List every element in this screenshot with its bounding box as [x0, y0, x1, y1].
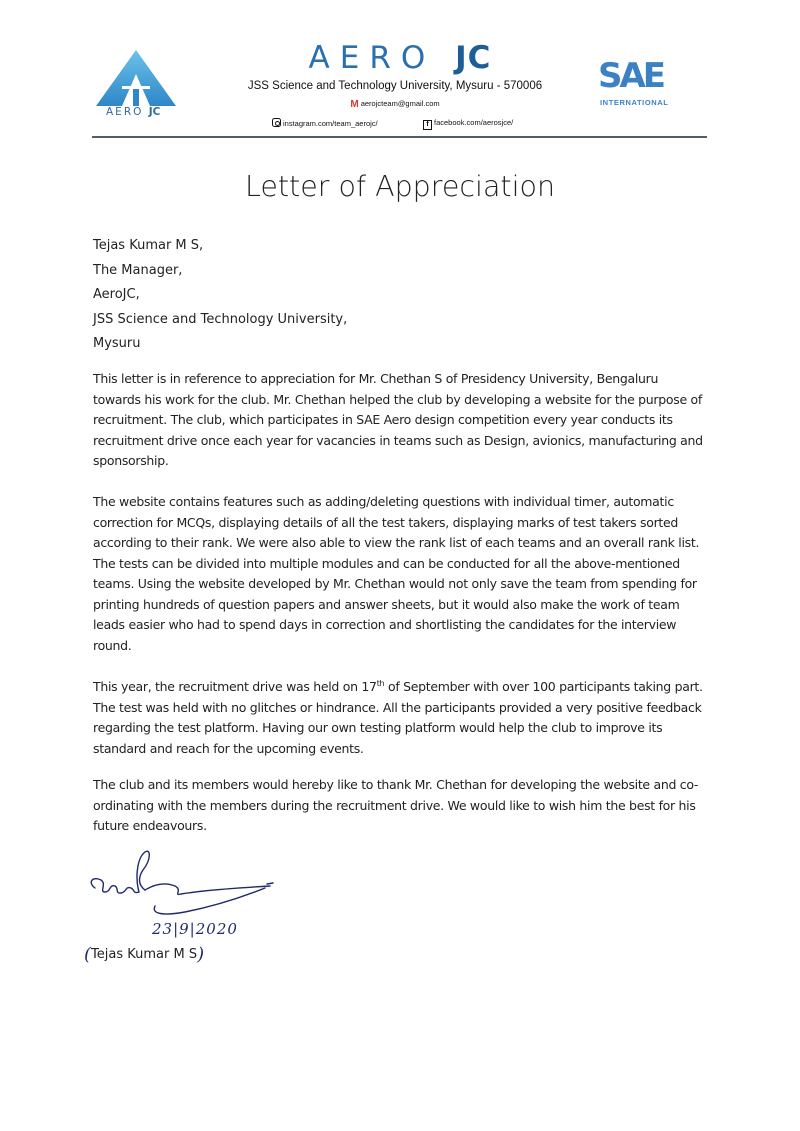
page-title: Letter of Appreciation	[244, 170, 556, 203]
recipient-address	[93, 234, 493, 357]
paragraph-website-features: The website contains features such as adding/deleting questions with individual timer, automatic correction for MCQs, displaying details of all the test takers, displaying marks of test takers sorted according to their rank. We were also able to view the rank list of each teams and an overall rank list. The tests can be divided into multiple modules and can be conducted for all the above-mentioned teams. Using the website developed by Mr. Chethan would not only save the team from spending for printing hundreds of question papers and answer sheets, but it would also make the work of team leads easier who had to spend days in correction and shortlisting the candidates for the interview round.	[93, 494, 700, 653]
aerojc-logo	[92, 48, 180, 126]
address-line: AeroJC,	[93, 287, 140, 302]
address-line: JSS Science and Technology University,	[93, 311, 348, 327]
aerojc-triangle-icon	[92, 48, 180, 110]
paragraph-thanks: The club and its members would hereby like to thank Mr. Chethan for developing the website and co-ordinating with the members during the recruitment drive. We would like to wish him the best for his future endeavours.	[93, 777, 699, 833]
header-divider	[92, 136, 707, 138]
facebook-link[interactable]: f facebook.com/aerosjce/	[423, 118, 513, 130]
social-links	[270, 118, 550, 132]
email-text[interactable]: aerojcteam@gmail.com	[360, 99, 440, 108]
sae-international-logo	[596, 56, 686, 110]
paragraph-introduction: This letter is in reference to appreciation for Mr. Chethan S of Presidency University, Bengaluru towards his work for the club. Mr. Chethan helped the club by developing a website for the purpose of recruitment. The club, which participates in SAE Aero design competition every year conducts its recruitment drive once each year for vacancies in teams such as Design, avionics, manufacturing and sponsorship.	[93, 371, 703, 468]
aerojc-logo-text: AERO JC	[106, 106, 161, 118]
sae-logo-text: SAE	[598, 56, 664, 96]
address-line: Mysuru	[93, 336, 141, 351]
signature-date: 23|9|2020	[152, 920, 238, 938]
instagram-icon	[272, 118, 281, 127]
signatory-name: (Tejas Kumar M S)	[84, 944, 205, 965]
mail-icon: M	[350, 99, 359, 110]
email-line	[320, 99, 470, 110]
university-line: JSS Science and Technology University, Mysuru - 570006	[247, 80, 543, 92]
sae-logo-sub: INTERNATIONAL	[600, 98, 669, 107]
address-line: The Manager,	[93, 262, 183, 278]
facebook-icon: f	[423, 120, 432, 130]
org-name: AERO JC	[308, 40, 492, 76]
paragraph-recruitment-drive: This year, the recruitment drive was held on 17th of September with over 100 participants taking part. The test was held with no glitches or hindrance. All the participants provided a very positive feedback regarding the test platform. Having our own testing platform would help the club to improve its standard and reach for the upcoming events.	[93, 678, 703, 756]
instagram-link[interactable]: instagram.com/team_aerojc/	[272, 118, 378, 128]
address-line: Tejas Kumar M S,	[93, 238, 204, 253]
